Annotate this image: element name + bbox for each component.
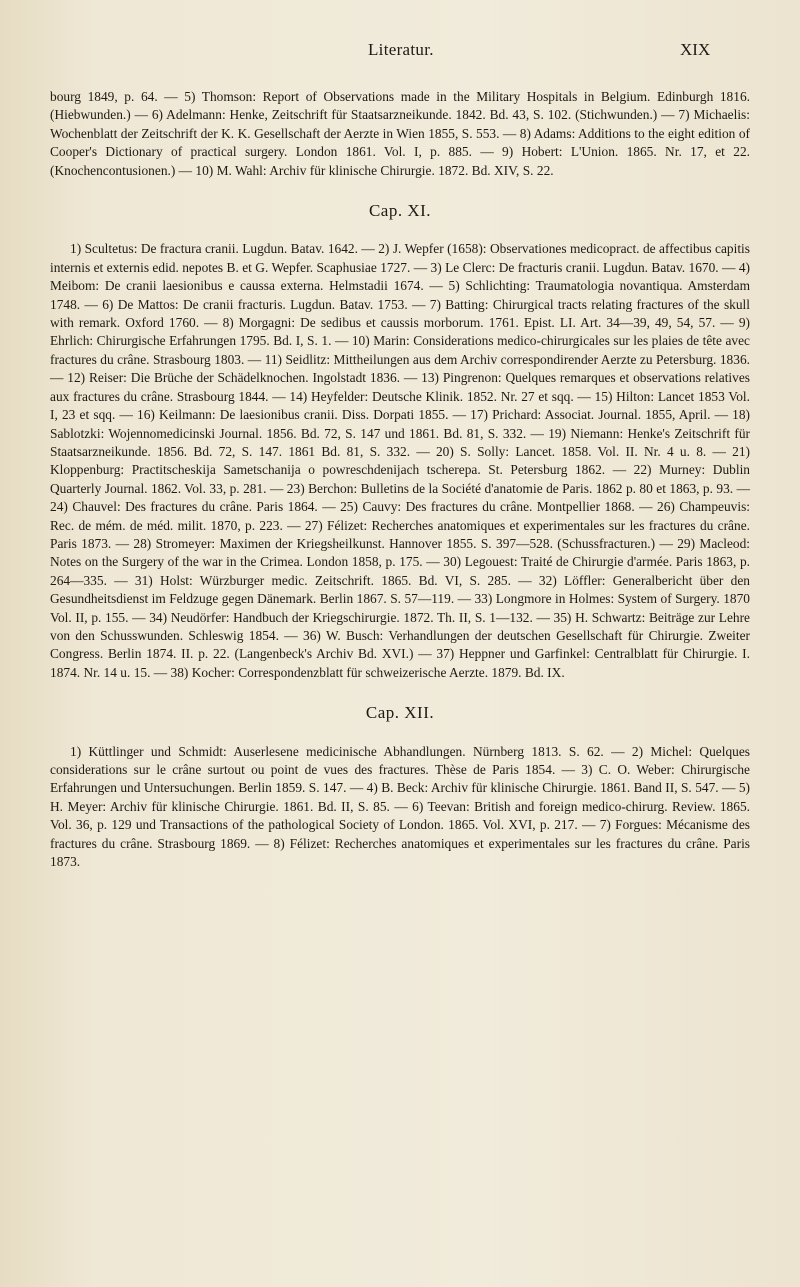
intro-references: bourg 1849, p. 64. — 5) Thomson: Report of Observations made in the Military Hospitals in Belgium. Edinburgh 1816. (Hiebwunden.) — 6) Adelmann: Henke, Zeitschrift für Staatsarzneikunde. 1842. Bd. 43, S. 102. (Stichwunden.) — 7) Michaelis: Wochenblatt der Zeitschrift der K. K. Gesellschaft der Aerzte in Wien 1855, S. 553. — 8) Adams: Additions to the eight edition of Cooper's Dictionary of practical surgery. London 1861. Vol. I, p. 885. — 9) Hobert: L'Union. 1865. Nr. 17, et 22. (Knochencontusionen.) — 10) M. Wahl: Archiv für klinische Chirurgie. 1872. Bd. XIV, S. 22. xyxy=(50,89,750,178)
chapter-xi-references: 1) Scultetus: De fractura cranii. Lugdun. Batav. 1642. — 2) J. Wepfer (1658): Observationes medicopract. de affectibus capitis internis et externis edid. nepotes B. et G. Wepfer. Scaphusiae 1727. — 3) Le Clerc: De fracturis cranii. Lugdun. Batav. 1670. — 4) Meibom: De cranii laesionibus e caussa externa. Helmstadii 1674. — 5) Schlichting: Traumatologia novantiqua. Amsterdam 1748. — 6) De Mattos: De cranii fracturis. Lugdun. Batav. 1753. — 7) Batting: Chirurgical tracts relating fractures of the skull with remark. Oxford 1760. — 8) Morgagni: De sedibus et caussis morborum. 1761. Epist. LI. Art. 34—39, 49, 54, 57. — 9) Ehrlich: Chirurgische Erfahrungen 1795. Bd. I, S. 1. — 10) Marin: Considerations medico-chirurgicales sur les plaies de tête avec fractures du crâne. Strasbourg 1803. — 11) Seidlitz: Mittheilungen aus dem Archiv correspondirender Aerzte zu Petersburg. 1836. — 12) Reiser: Die Brüche der Schädelknochen. Ingolstadt 1836. — 13) Pingrenon: Quelques remarques et observations relatives aux fractures du crâne. Strasbourg 1844. — 14) Heyfelder: Deutsche Klinik. 1852. Nr. 27 et sqq. — 15) Hilton: Lancet 1853 Vol. I, 23 et sqq. — 16) Keilmann: De laesionibus cranii. Diss. Dorpati 1855. — 17) Prichard: Associat. Journal. 1855, April. — 18) Sablotzki: Wojennomedicinski Journal. 1856. Bd. 72, S. 147 und 1861. Bd. 81, S. 332. — 19) Niemann: Henke's Zeitschrift für Staatsarzneikunde. 1856. Bd. 72, S. 147. 1861 Bd. 81, S. 332. — 20) S. Solly: Lancet. 1858. Vol. II. Nr. 4 u. 8. — 21) Kloppenburg: Practitscheskija Sametschanija o powreschdenijach tscherepa. St. Petersburg 1862. — 22) Murney: Dublin Quarterly Journal. 1862. Vol. 33, p. 281. — 23) Berchon: Bulletins de la Société d'anatomie de Paris. 1862 p. 80 et 1863, p. 93. — 24) Chauvel: Des fractures du crâne. Paris 1864. — 25) Cauvy: Des fractures du crâne. Montpellier 1868. — 26) Champeuvis: Rec. de mém. de méd. milit. 1870, p. 223. — 27) Félizet: Recherches anatomiques et experimentales sur les fractures du crâne. Paris 1873. — 28) Stromeyer: Maximen der Kriegsheilkunst. Hannover 1855. S. 397—528. (Schussfracturen.) — 29) Macleod: Notes on the Surgery of the war in the Crimea. London 1858, p. 175. — 30) Legouest: Traité de Chirurgie d'armée. Paris 1863, p. 264—335. — 31) Holst: Würzburger medic. Zeitschrift. 1865. Bd. VI, S. 285. — 32) Löffler: Generalbericht über den Gesundheitsdienst im Feldzuge gegen Dänemark. Berlin 1867. S. 57—119. — 33) Longmore in Holmes: System of Surgery. 1870 Vol. II, p. 155. — 34) Neudörfer: Handbuch der Kriegschirurgie. 1872. Th. II, S. 1—132. — 35) H. Schwartz: Beiträge zur Lehre von den Schusswunden. Schleswig 1854. — 36) W. Busch: Verhandlungen der deutschen Gesellschaft für Chirurgie. Zweiter Congress. Berlin 1874. II. p. 22. (Langenbeck's Archiv Bd. XVI.) — 37) Heppner und Garfinkel: Centralblatt für Chirurgie. I. 1874. Nr. 14 u. 15. — 38) Kocher: Correspondenzblatt für schweizerische Aerzte. 1879. Bd. IX. xyxy=(50,241,750,680)
chapter-heading-xii: Cap. XII. xyxy=(365,703,435,723)
bibliography xyxy=(50,88,750,871)
page-number: XIX xyxy=(680,40,711,59)
chapter-xii-references: 1) Küttlinger und Schmidt: Auserlesene medicinische Abhandlungen. Nürnberg 1813. S. 62. — 2) Michel: Quelques considerations sur le crâne surtout ou point de vues des fractures. Thèse de Paris 1854. — 3) C. O. Weber: Chirurgische Erfahrungen und Untersuchungen. Berlin 1859. S. 147. — 4) B. Beck: Archiv für klinische Chirurgie. 1861. Band II, S. 547. — 5) H. Meyer: Archiv für klinische Chirurgie. 1861. Bd. II, S. 85. — 6) Teevan: British and foreign medico-chirurg. Review. 1865. Vol. 36, p. 129 und Transactions of the pathological Society of London. 1865. Vol. XVI, p. 217. — 7) Forgues: Mécanisme des fractures du crâne. Strasbourg 1869. — 8) Félizet: Recherches anatomiques et experimentales sur les fractures du crâne. Paris 1873. xyxy=(50,743,750,870)
running-head xyxy=(0,40,800,70)
running-title: Literatur. xyxy=(368,40,434,59)
chapter-heading-xi: Cap. XI. xyxy=(368,201,432,221)
